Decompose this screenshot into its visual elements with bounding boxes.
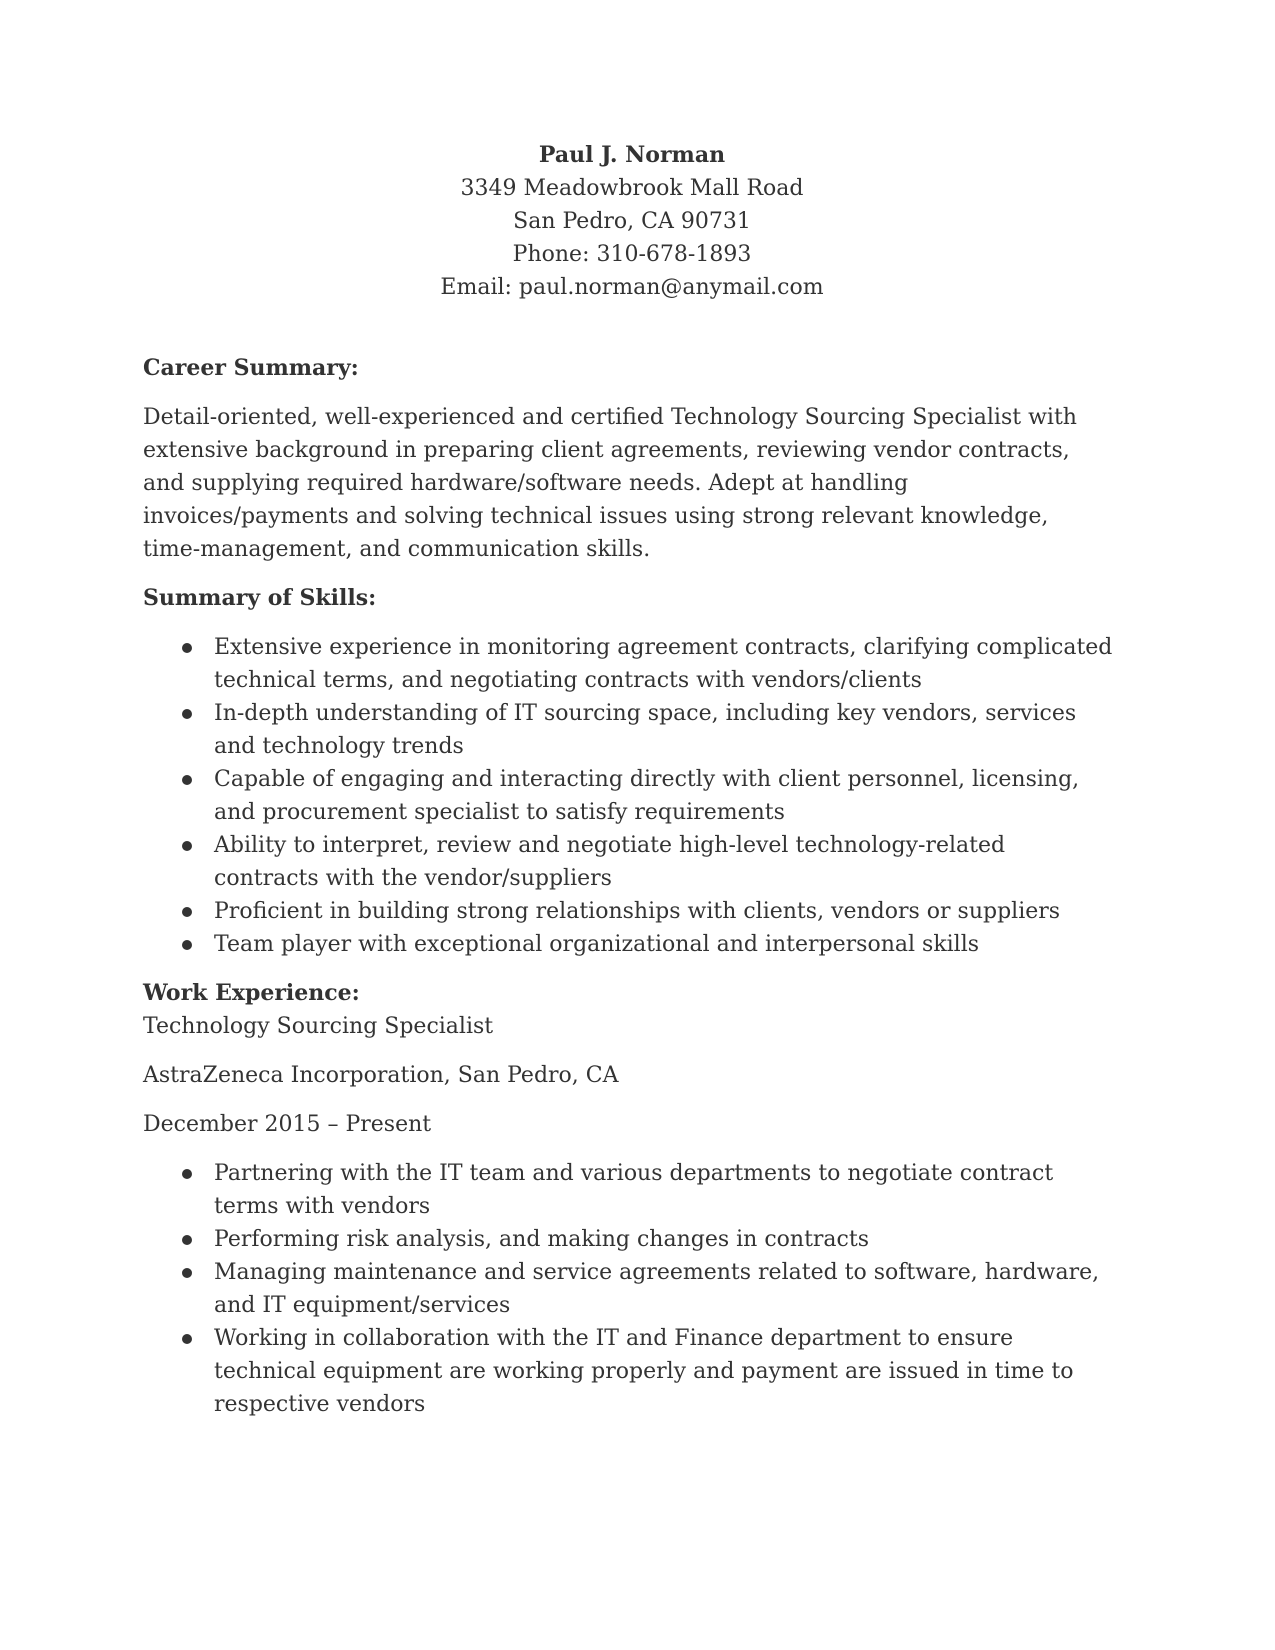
- bullet-icon: [182, 841, 192, 851]
- list-item: [143, 895, 1114, 928]
- skill-text: Extensive experience in monitoring agreement contracts, clarifying complicated technical terms, and negotiating contracts with vendors/clients: [214, 635, 1113, 693]
- list-item: [143, 829, 1114, 895]
- bullet-icon: [182, 643, 192, 653]
- address-line-1: 3349 Meadowbrook Mall Road: [460, 176, 804, 201]
- skill-text: Team player with exceptional organizational and interpersonal skills: [214, 932, 980, 957]
- candidate-name: Paul J. Norman: [538, 142, 726, 168]
- list-item: [143, 697, 1114, 763]
- duty-text: Partnering with the IT team and various departments to negotiate contract terms with vendors: [214, 1161, 1054, 1219]
- bullet-icon: [182, 1235, 192, 1245]
- list-item: [143, 1157, 1114, 1223]
- career-summary-heading: Career Summary:: [143, 355, 359, 381]
- list-item: [143, 763, 1114, 829]
- duty-text: Working in collaboration with the IT and Finance department to ensure technical equipment are working properly and payment are issued in time to respective vendors: [214, 1326, 1074, 1417]
- list-item: [143, 631, 1114, 697]
- job-title: Technology Sourcing Specialist: [143, 1014, 494, 1039]
- list-item: [143, 1256, 1114, 1322]
- employment-dates: December 2015 – Present: [143, 1112, 432, 1137]
- list-item: [143, 1322, 1114, 1421]
- skill-text: Proficient in building strong relationships with clients, vendors or suppliers: [214, 899, 1061, 924]
- bullet-icon: [182, 907, 192, 917]
- company-name: AstraZeneca Incorporation, San Pedro, CA: [143, 1063, 619, 1088]
- address-line-2: San Pedro, CA 90731: [513, 209, 751, 234]
- bullet-icon: [182, 1169, 192, 1179]
- skill-text: In-depth understanding of IT sourcing space, including key vendors, services and technology trends: [214, 701, 1077, 759]
- contact-header: [132, 139, 1132, 304]
- skill-text: Ability to interpret, review and negotiate high-level technology-related contracts with the vendor/suppliers: [214, 833, 1006, 891]
- bullet-icon: [182, 940, 192, 950]
- skills-list: [143, 631, 1143, 961]
- email-line: Email: paul.norman@anymail.com: [440, 275, 824, 300]
- skills-heading: Summary of Skills:: [143, 585, 377, 611]
- bullet-icon: [182, 775, 192, 785]
- work-duties-list: [143, 1157, 1143, 1421]
- bullet-icon: [182, 709, 192, 719]
- phone-line: Phone: 310-678-1893: [512, 242, 752, 267]
- work-experience-heading: Work Experience:: [143, 980, 360, 1006]
- list-item: [143, 1223, 1114, 1256]
- duty-text: Performing risk analysis, and making changes in contracts: [214, 1227, 870, 1252]
- duty-text: Managing maintenance and service agreements related to software, hardware, and IT equipment/services: [214, 1260, 1100, 1318]
- career-summary-text: Detail-oriented, well-experienced and certified Technology Sourcing Specialist with extensive background in preparing client agreements, reviewing vendor contracts, and supplying required hardware/software needs. Adept at handling invoices/payments and solving technical issues using strong relevant knowledge, time-management, and communication skills.: [143, 405, 1077, 562]
- resume-page: [143, 139, 1143, 1421]
- skill-text: Capable of engaging and interacting directly with client personnel, licensing, and procurement specialist to satisfy requirements: [214, 767, 1080, 825]
- bullet-icon: [182, 1334, 192, 1344]
- list-item: [143, 928, 1114, 961]
- bullet-icon: [182, 1268, 192, 1278]
